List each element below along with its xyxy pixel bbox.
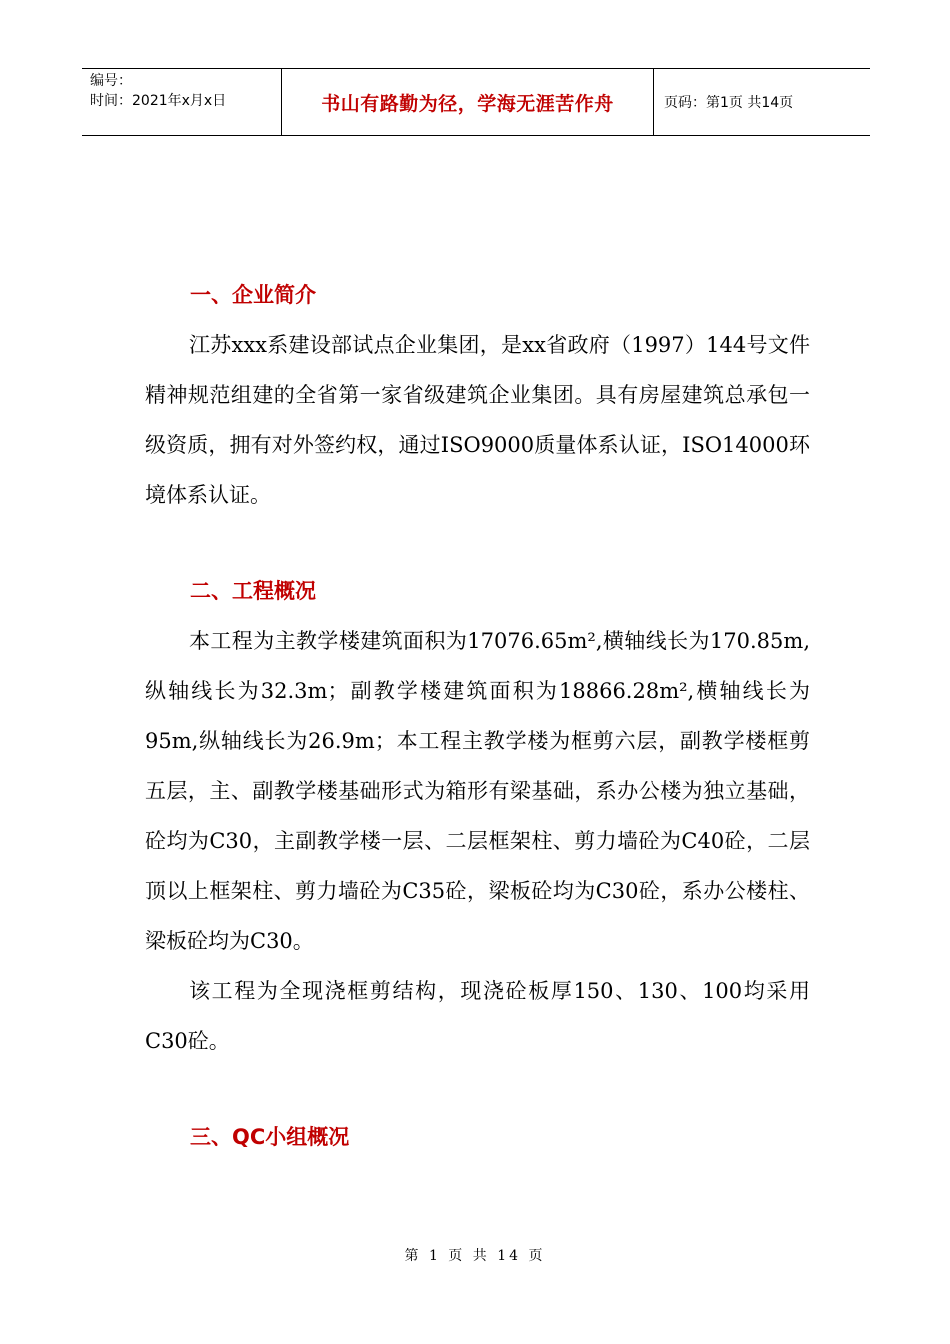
page-header xyxy=(82,68,870,136)
header-motto: 书山有路勤为径，学海无涯苦作舟 xyxy=(282,69,654,135)
section-project-overview xyxy=(145,566,810,1066)
paragraph: 本工程为主教学楼建筑面积为17076.65m²,横轴线长为170.85m,纵轴线长为32.3m；副教学楼建筑面积为18866.28m²,横轴线长为95m,纵轴线长为26.9m；本工程主教学楼为框剪六层，副教学楼框剪五层，主、副教学楼基础形式为箱形有梁基础，系办公楼为独立基础，砼均为C30，主副教学楼一层、二层框架柱、剪力墙砼为C40砼，二层顶以上框架柱、剪力墙砼为C35砼，梁板砼均为C30砼，系办公楼柱、梁板砼均为C30。 xyxy=(145,629,810,953)
document-body xyxy=(145,270,810,1162)
section-qc-group xyxy=(145,1112,810,1162)
document-date: 时间：2021年x月x日 xyxy=(90,93,227,109)
section-title: 一、企业简介 xyxy=(190,283,316,307)
header-meta-cell xyxy=(82,69,282,135)
page-footer: 第 1 页 共 14 页 xyxy=(404,1248,546,1264)
section-title: 二、工程概况 xyxy=(190,579,316,603)
header-page-info: 页码：第1页 共14页 xyxy=(664,95,794,111)
paragraph: 该工程为全现浇框剪结构，现浇砼板厚150、130、100均采用C30砼。 xyxy=(145,979,810,1053)
document-number-label: 编号： xyxy=(90,73,132,89)
section-company-intro xyxy=(145,270,810,520)
paragraph: 江苏xxx系建设部试点企业集团，是xx省政府（1997）144号文件精神规范组建的全省第一家省级建筑企业集团。具有房屋建筑总承包一级资质，拥有对外签约权，通过ISO9000质量体系认证，ISO14000环境体系认证。 xyxy=(145,333,810,507)
section-title: 三、QC小组概况 xyxy=(190,1125,350,1149)
